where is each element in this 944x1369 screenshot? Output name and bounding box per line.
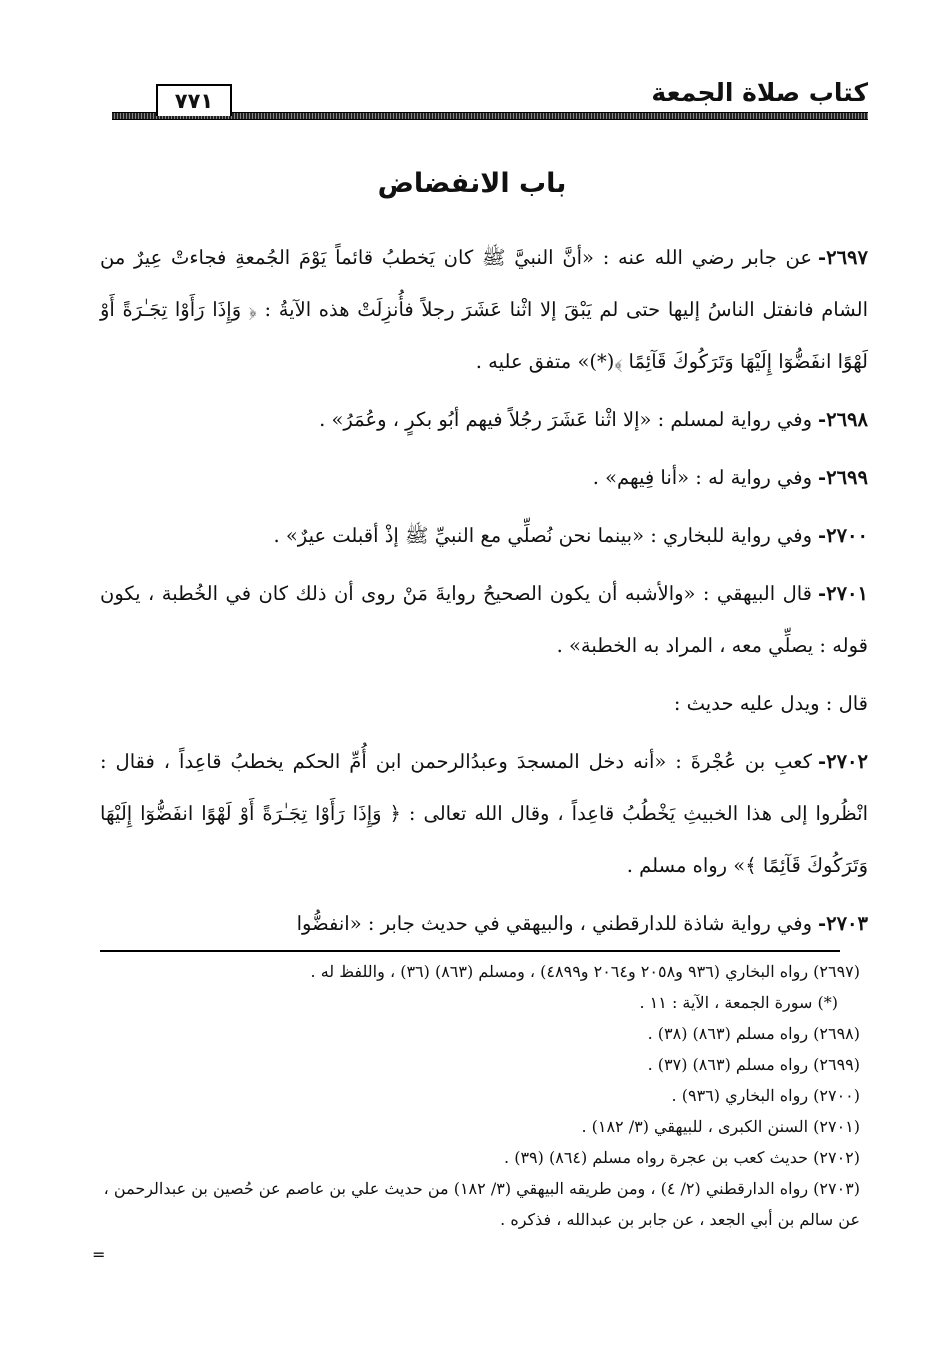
- book-title: كتاب صلاة الجمعة: [651, 78, 868, 107]
- hadith-text: وفي رواية له : «أنا فِيهم» .: [592, 466, 812, 489]
- page-number: ٧٧١: [156, 84, 232, 116]
- footnote-divider: [100, 950, 840, 952]
- hadith-number: ٢٧٠٣-: [818, 912, 868, 935]
- footnote-2702: (٢٧٠٢) حديث كعب بن عجرة رواه مسلم (٨٦٤) (٣٩) .: [504, 1148, 860, 1167]
- hadith-number: ٢٧٠١-: [818, 582, 868, 605]
- continuation-mark: =: [92, 1245, 106, 1264]
- transition-text: قال : ويدل عليه حديث :: [673, 692, 868, 715]
- running-header: [112, 78, 868, 122]
- hadith-number: ٢٦٩٩-: [818, 466, 868, 489]
- hadith-number: ٢٦٩٨-: [818, 408, 868, 431]
- hadith-2698: [100, 394, 868, 446]
- hadith-2703: [100, 898, 868, 950]
- hadith-number: ٢٧٠٠-: [818, 524, 868, 547]
- hadith-text: كعبِ بن عُجْرةَ : «أنه دخل المسجدَ وعبدُالرحمن ابن أُمِّ الحكم يخطبُ قاعِداً ، فقال : انْظُروا إلى هذا الخبيثِ يَخْطُبُ قاعِداً ، وقال الله تعالى : ﴿ وَإِذَا رَأَوْا تِجَـٰرَةً أَوْ لَهْوًا انفَضُّوٓا إِلَيْهَا وَتَرَكُوكَ قَآئِمًا ﴾» رواه مسلم .: [100, 750, 868, 877]
- hadith-2697: [100, 232, 868, 388]
- hadith-text: وفي رواية لمسلم : «إلا اثْنا عَشَرَ رجُلاً فيهم أبُو بكرٍ ، وعُمَرُ» .: [319, 408, 812, 431]
- footnote-2698: (٢٦٩٨) رواه مسلم (٨٦٣) (٣٨) .: [647, 1024, 860, 1043]
- hadith-number: ٢٦٩٧-: [818, 246, 868, 269]
- hadith-2701: [100, 568, 868, 672]
- hadith-text: عن جابر رضي الله عنه : «أنَّ النبيَّ ﷺ كان يَخطبُ قائماً يَوْمَ الجُمعةِ فجاءتْ عِيرٌ من الشام فانفتل الناسُ إليها حتى لم يَبْقَ إلا اثْنا عَشَرَ رجلاً فأُنزِلَتْ هذه الآيةُ : ﴿ وَإِذَا رَأَوْا تِجَـٰرَةً أَوْ لَهْوًا انفَضُّوٓا إِلَيْهَا وَتَرَكُوكَ قَآئِمًا ﴾(*)» متفق عليه .: [100, 246, 868, 373]
- hadith-2702: [100, 736, 868, 892]
- hadith-2700: [100, 510, 868, 562]
- footnote-2699: (٢٦٩٩) رواه مسلم (٨٦٣) (٣٧) .: [647, 1055, 860, 1074]
- main-text: [100, 232, 868, 956]
- chapter-title: باب الانفضاض: [377, 168, 567, 199]
- footnote-star: (*) سورة الجمعة ، الآية : ١١ .: [639, 993, 838, 1012]
- hadith-text: وفي رواية شاذة للدارقطني ، والبيهقي في حديث جابر : «انفضُّوا: [296, 912, 812, 935]
- footnote-2700: (٢٧٠٠) رواه البخاري (٩٣٦) .: [671, 1086, 860, 1105]
- hadith-text: قال البيهقي : «والأشبه أن يكون الصحيحُ روايةَ مَنْ روى أن ذلك كان في الخُطبة ، يكون قوله : يصلِّي معه ، المراد به الخطبة» .: [100, 582, 868, 657]
- transition-line: [100, 678, 868, 730]
- footnote-2701: (٢٧٠١) السنن الكبرى ، للبيهقي (٣/ ١٨٢) .: [581, 1117, 860, 1136]
- hadith-text: وفي رواية للبخاري : «بينما نحن نُصلِّي مع النبيِّ ﷺ إذْ أقبلت عيرٌ» .: [273, 524, 812, 547]
- footnote-2703: (٢٧٠٣) رواه الدارقطني (٢/ ٤) ، ومن طريقه البيهقي (٣/ ١٨٢) من حديث علي بن عاصم عن حُصين بن عبدالرحمن ، عن سالم بن أبي الجعد ، عن جابر بن عبدالله ، فذكره .: [103, 1179, 860, 1229]
- footnote-2697: (٢٦٩٧) رواه البخاري (٩٣٦ و٢٠٥٨ و٢٠٦٤ و٤٨٩٩) ، ومسلم (٨٦٣) (٣٦) ، واللفظ له .: [310, 962, 860, 981]
- hadith-number: ٢٧٠٢-: [818, 750, 868, 773]
- hadith-2699: [100, 452, 868, 504]
- footnotes: [90, 956, 860, 1235]
